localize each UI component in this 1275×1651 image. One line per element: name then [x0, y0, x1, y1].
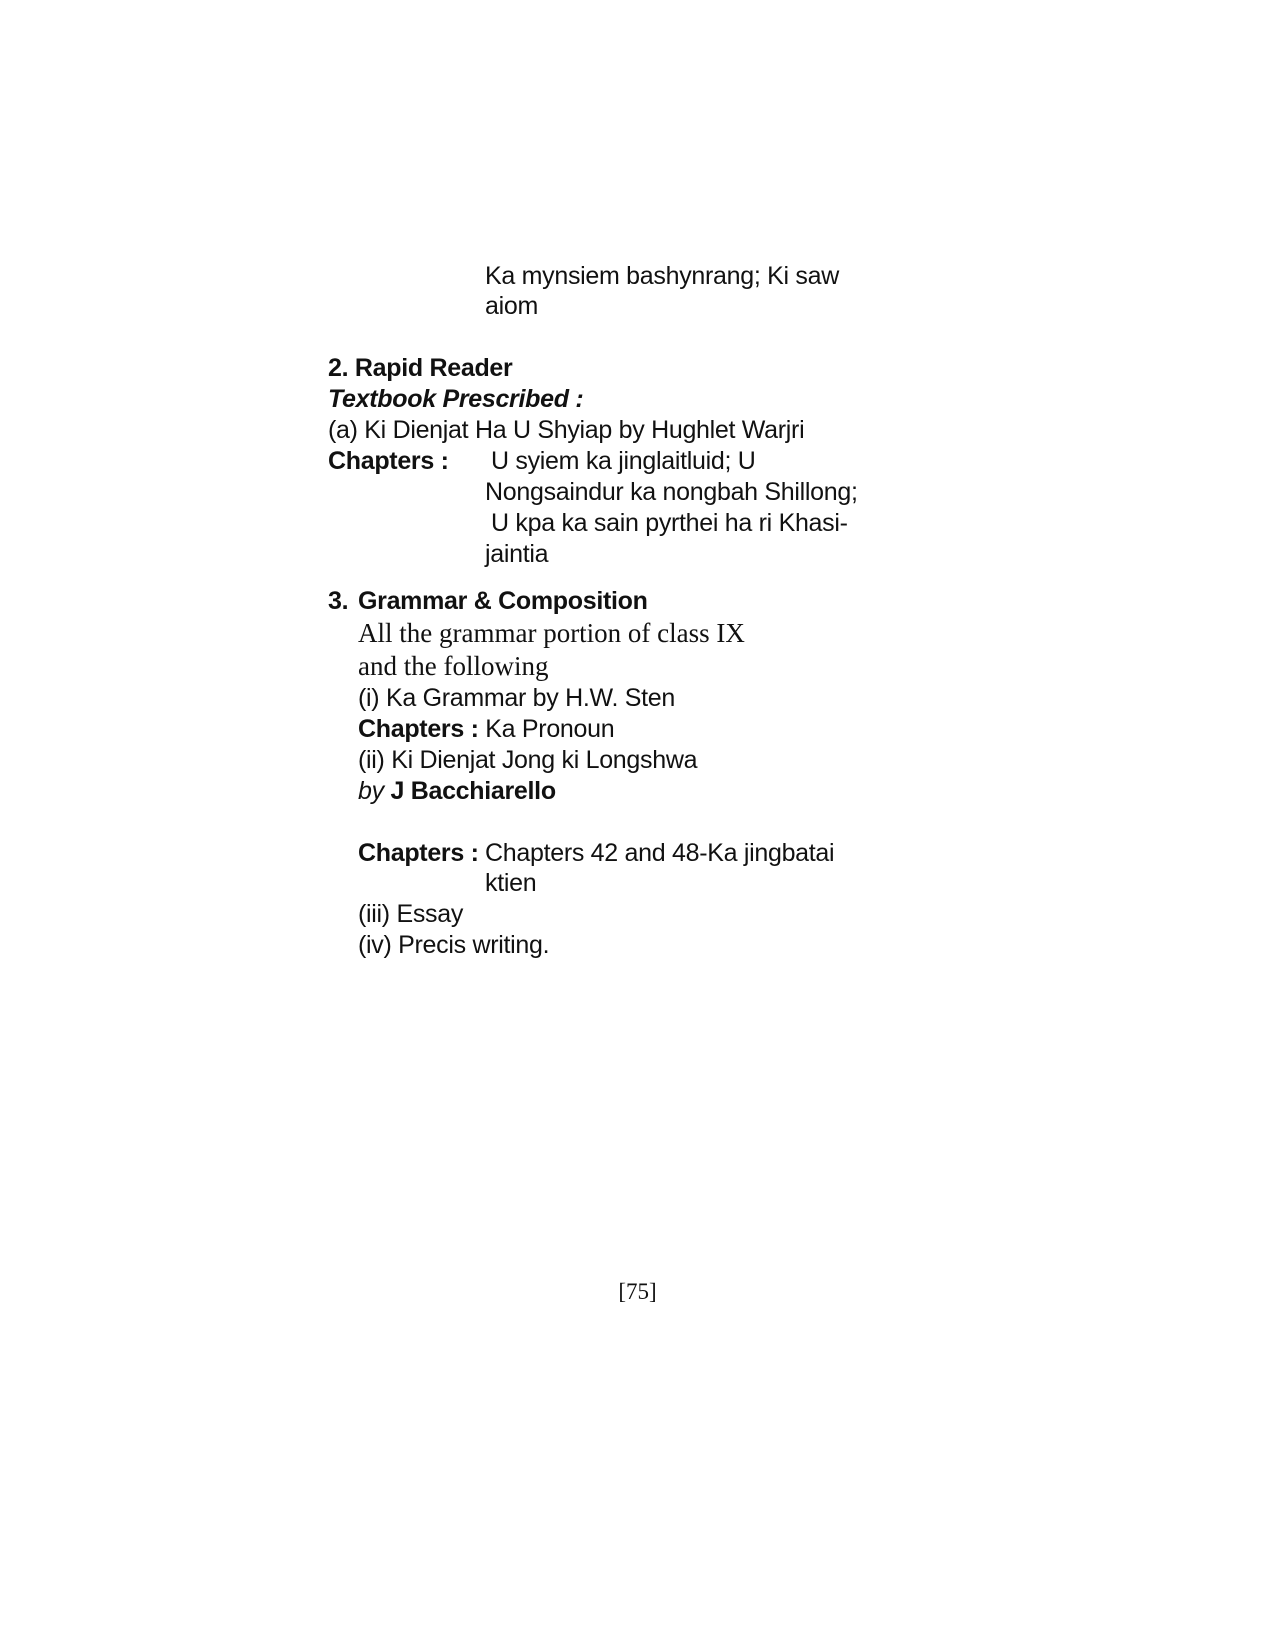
- section1-chapters-line-2: aiom: [485, 292, 538, 320]
- section2-chapters-line-3: U kpa ka sain pyrthei ha ri Khasi-: [491, 509, 848, 537]
- section3-item-2-chapters-label: Chapters :: [358, 839, 479, 867]
- section3-item-2: (ii) Ki Dienjat Jong ki Longshwa: [358, 746, 698, 774]
- section2-book: (a) Ki Dienjat Ha U Shyiap by Hughlet Warjri: [328, 416, 805, 444]
- section3-item-2-chapters-line-1: Chapters 42 and 48-Ka jingbatai: [485, 839, 835, 867]
- section3-item-2-author: J Bacchiarello: [390, 777, 556, 805]
- section3-item-2-author-line: [358, 776, 556, 807]
- section2-heading: 2. Rapid Reader: [328, 354, 513, 382]
- section3-item-1-chapters-value: Ka Pronoun: [485, 715, 615, 743]
- section3-item-4: (iv) Precis writing.: [358, 931, 550, 959]
- section3-item-1: (i) Ka Grammar by H.W. Sten: [358, 684, 675, 712]
- section3-item-2-chapters-line-2: ktien: [485, 869, 537, 897]
- section1-chapters-line-1: Ka mynsiem bashynrang; Ki saw: [485, 262, 839, 290]
- section3-number: 3.: [328, 587, 349, 615]
- section2-subheading: Textbook Prescribed :: [328, 385, 584, 413]
- section3-item-1-chapters-label: Chapters :: [358, 715, 479, 743]
- section3-item-1-chapters: [358, 714, 614, 745]
- section3-intro-line-2: and the following: [358, 651, 549, 681]
- section3-intro-line-1: All the grammar portion of class IX: [358, 618, 745, 648]
- section2-chapters-label: Chapters :: [328, 447, 449, 475]
- section2-chapters-line-1: U syiem ka jinglaitluid; U: [491, 447, 756, 475]
- page-number: [75]: [618, 1279, 657, 1304]
- section2-chapters-line-2: Nongsaindur ka nongbah Shillong;: [485, 478, 858, 506]
- section3-item-3: (iii) Essay: [358, 900, 464, 928]
- section2-chapters-line-4: jaintia: [485, 540, 549, 568]
- section3-heading: Grammar & Composition: [358, 587, 648, 615]
- section3-item-2-by: by: [358, 777, 384, 805]
